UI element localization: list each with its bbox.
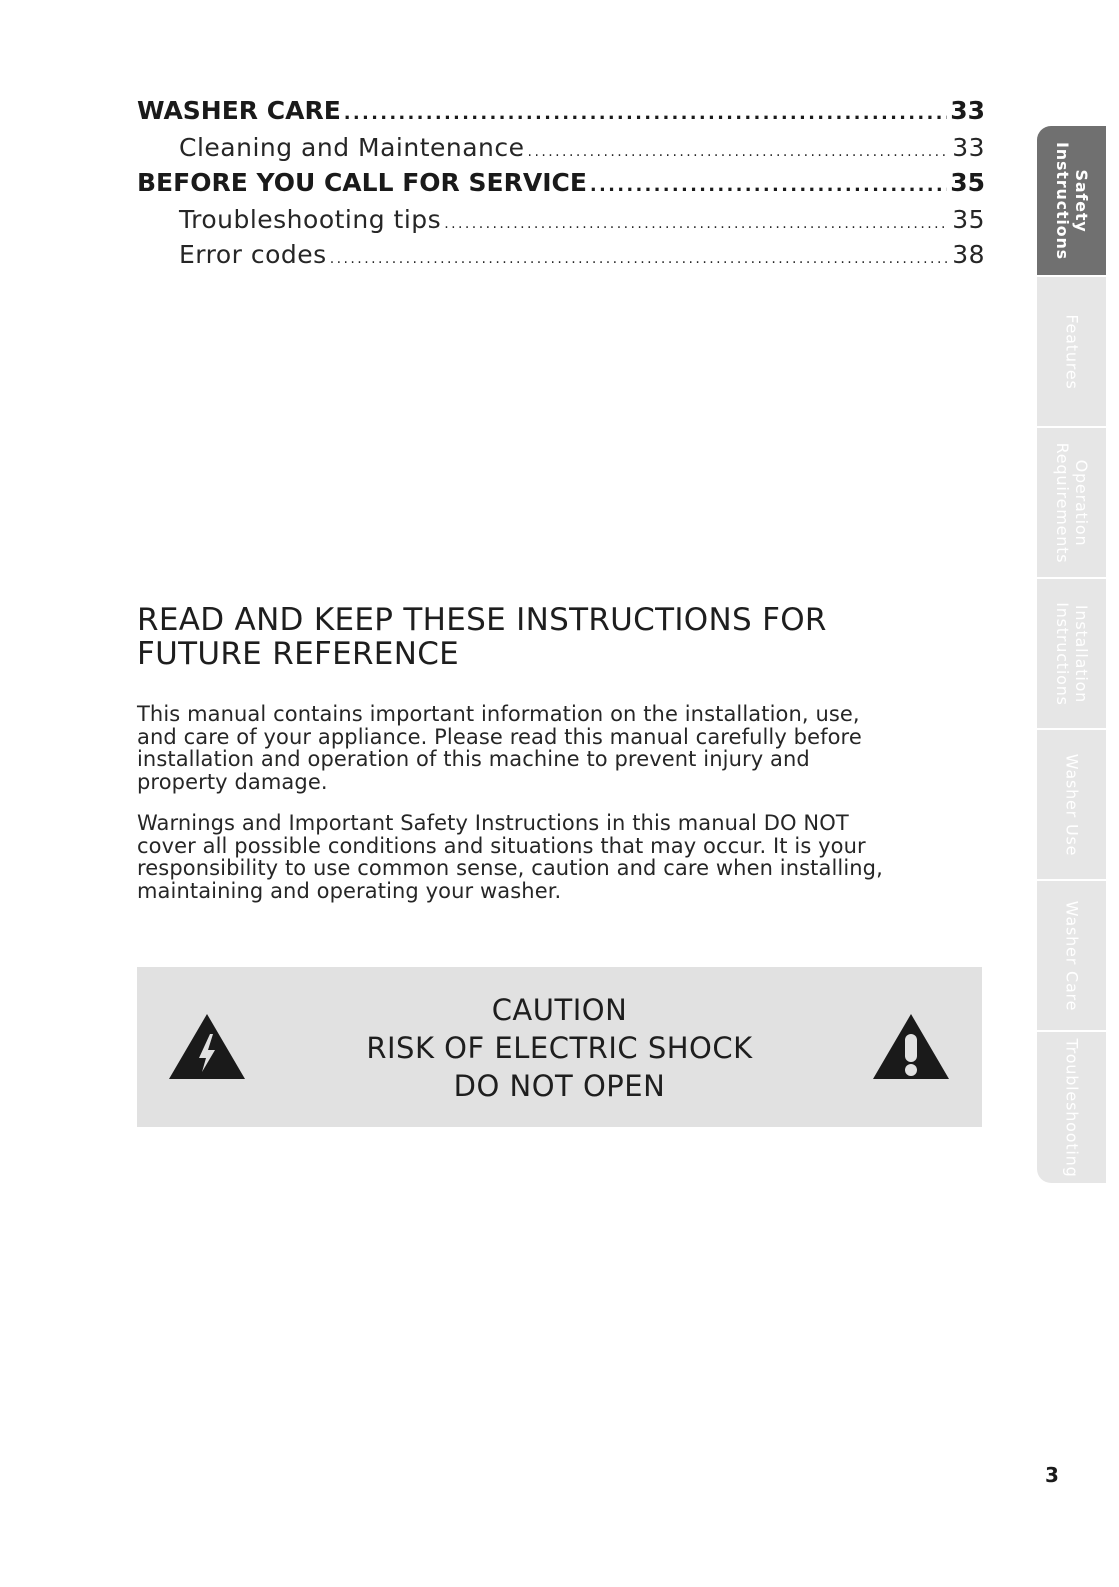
tab-washer-care[interactable] <box>1037 881 1106 1032</box>
tab-label <box>1053 442 1091 563</box>
tab-label <box>1062 1038 1081 1177</box>
toc-entry-title: Error codes <box>179 240 327 269</box>
tab-label-line-1: Safety <box>1071 168 1091 233</box>
tab-features[interactable] <box>1037 277 1106 428</box>
toc-entry-title: Troubleshooting tips <box>179 205 442 234</box>
heading-line-1: READ AND KEEP THESE INSTRUCTIONS FOR <box>137 602 827 638</box>
page-number: 3 <box>1045 1463 1059 1487</box>
toc-entry-page: 35 <box>952 205 985 234</box>
tab-label-line-1: Washer Care <box>1062 900 1081 1011</box>
warning-paragraph <box>137 812 977 902</box>
tab-label <box>1062 753 1081 855</box>
paragraph-line: and care of your appliance. Please read this manual carefully before <box>137 724 862 749</box>
tab-label-line-1: Washer Use <box>1062 753 1081 856</box>
toc-entry-page: 33 <box>952 133 985 162</box>
tab-label <box>1062 314 1081 389</box>
tab-troubleshooting[interactable] <box>1037 1032 1106 1183</box>
paragraph-line: Warnings and Important Safety Instructions in this manual DO NOT <box>137 811 849 835</box>
paragraph-line: cover all possible conditions and situations that may occur. It is your <box>137 833 866 858</box>
paragraph-line: maintaining and operating your washer. <box>137 878 562 903</box>
toc-dot-leader <box>590 175 947 196</box>
tab-label-line-1: Troubleshooting <box>1062 1037 1081 1178</box>
toc-entry-page: 38 <box>952 240 985 269</box>
tab-label-line-2: Instructions <box>1052 601 1072 706</box>
tab-label <box>1062 900 1081 1010</box>
paragraph-line: installation and operation of this machine to prevent injury and <box>137 747 810 771</box>
toc-entry-before-you-call-for-service[interactable] <box>137 168 985 205</box>
tab-operation-requirements[interactable] <box>1037 428 1106 579</box>
paragraph-line: This manual contains important information on the installation, use, <box>137 702 860 726</box>
toc-entry-troubleshooting-tips[interactable] <box>137 205 985 240</box>
section-tabs <box>1037 126 1106 1187</box>
toc-dot-leader <box>330 251 949 267</box>
tab-washer-use[interactable] <box>1037 730 1106 881</box>
caution-risk: RISK OF ELECTRIC SHOCK <box>366 1031 753 1065</box>
section-heading <box>137 603 957 671</box>
toc-entry-title: BEFORE YOU CALL FOR SERVICE <box>137 168 587 197</box>
tab-label <box>1053 602 1091 706</box>
caution-title: CAUTION <box>491 993 628 1027</box>
tab-label-line-1: Operation <box>1071 459 1091 546</box>
intro-paragraph <box>137 703 977 793</box>
caution-text <box>137 991 982 1105</box>
tab-label-line-1: Installation <box>1071 604 1091 703</box>
paragraph-line: property damage. <box>137 769 328 794</box>
paragraph-line: responsibility to use common sense, caution and care when installing, <box>137 856 883 880</box>
toc-entry-error-codes[interactable] <box>137 240 985 275</box>
heading-line-2: FUTURE REFERENCE <box>137 636 460 672</box>
toc-entry-title: Cleaning and Maintenance <box>179 133 525 162</box>
table-of-contents <box>137 96 985 275</box>
caution-notice <box>137 967 982 1127</box>
toc-entry-page: 33 <box>950 96 985 125</box>
exclamation-warning-icon <box>871 1012 951 1082</box>
tab-safety-instructions[interactable] <box>1037 126 1106 277</box>
tab-installation-instructions[interactable] <box>1037 579 1106 730</box>
toc-entry-washer-care[interactable] <box>137 96 985 133</box>
caution-instruction: DO NOT OPEN <box>453 1069 666 1103</box>
toc-entry-title: WASHER CARE <box>137 96 341 125</box>
tab-label-line-1: Features <box>1062 313 1081 390</box>
toc-entry-cleaning-and-maintenance[interactable] <box>137 133 985 168</box>
toc-dot-leader <box>344 103 947 124</box>
toc-dot-leader <box>444 216 949 232</box>
tab-label-line-2: Requirements <box>1052 442 1072 563</box>
toc-dot-leader <box>528 144 950 160</box>
tab-label <box>1053 142 1091 260</box>
toc-entry-page: 35 <box>950 168 985 197</box>
tab-label-line-2: Instructions <box>1052 141 1072 260</box>
